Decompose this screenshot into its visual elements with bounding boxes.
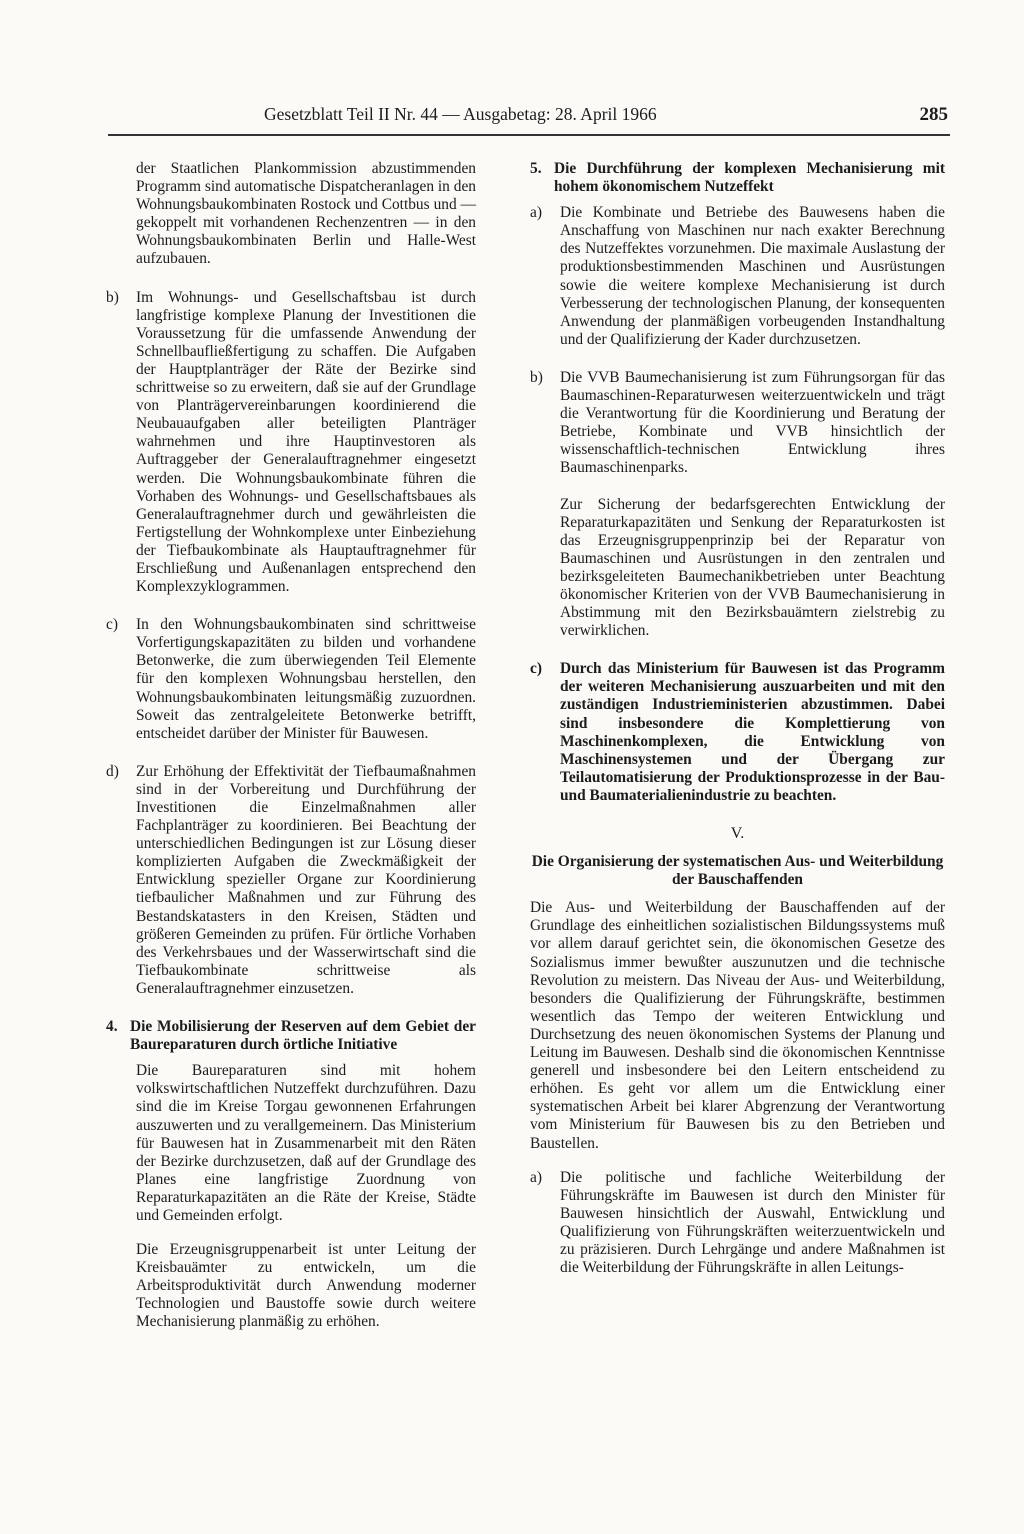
item-marker: b) [106, 288, 119, 306]
right-column [530, 160, 945, 1297]
left-column [106, 160, 476, 1348]
item-text-continued: Zur Sicherung der bedarfsgerechten Entwicklung der Reparaturkapazitäten und Senkung der Reparaturkosten ist das Erzeugnisgruppenprinzip bei der Reparatur von Baumaschinen und Ausrüstungen in den zentralen und bezirksgeleiteten Baumechanikbetrieben unter Beachtung ökonomischer Kriterien von der VVB Baumechanisierung in Abstimmung mit den Bezirksbauämtern zielstrebig zu verwirklichen. [560, 495, 945, 640]
section-5-heading [530, 160, 945, 196]
section-4-paragraph-1: Die Baureparaturen sind mit hohem volkswirtschaftlichen Nutzeffekt durchzuführen. Dazu sind die im Kreise Torgau gewonnenen Erfahrungen auszuwerten und zu verallgemeinern. Das Ministerium für Bauwesen hat in Zusammenarbeit mit den Räten der Bezirke durchzusetzen, daß auf der Grundlage des Planes eine langfristige Zuordnung von Reparaturkapazitäten an die Räte der Kreise, Städte und Gemeinden erfolgt. [136, 1062, 476, 1224]
section-4-heading [106, 1018, 476, 1054]
item-c [530, 660, 945, 805]
item-text: Im Wohnungs- und Gesellschaftsbau ist durch langfristige komplexe Planung der Investitionen die Voraussetzung für die umfassende Anwendung der Schnellbaufließfertigung zu schaffen. Die Aufgaben der Hauptplanträger der Räte der Bezirke sind schrittweise so zu erweitern, daß sie auf der Grundlage von Planträgervereinbarungen koordinierend die Neubauaufgaben aller beteiligten Planträger wahrnehmen und ihre Hauptinvestoren als Auftraggeber der Generalauftragnehmer eingesetzt werden. Die Wohnungsbaukombinate führen die Vorhaben des Wohnungs- und Gesellschaftsbaues als Generalauftragnehmer durch und gewährleisten die Fertigstellung der Wohnkomplexe unter Einbeziehung der Tiefbaukombinate als Hauptauftragnehmer für Erschließung und Außenanlagen entsprechend den Komplexzyklogrammen. [136, 288, 476, 596]
item-text: Die Kombinate und Betriebe des Bauwesens haben die Anschaffung von Maschinen nur nach exakter Berechnung des Nutzeffektes vorzunehmen. Die maximale Auslastung der produktionsbestimmenden Maschinen und Ausrüstungen sowie die weitere komplexe Mechanisierung ist durch Verbesserung der technologischen Planung, der konsequenten Anwendung der planmäßigen vorbeugenden Instandhaltung und der Qualifizierung der Kader durchzusetzen. [560, 204, 945, 348]
section-title: Die Durchführung der komplexen Mechanisierung mit hohem ökonomischem Nutzeffekt [554, 160, 945, 196]
chapter-paragraph: Die Aus- und Weiterbildung der Bauschaffenden auf der Grundlage des einheitlichen sozialistischen Bildungssystems muß vor allem darauf gerichtet sein, die ökonomischen Gesetze des Sozialismus immer bewußter auszunutzen und die technische Revolution zu meistern. Das Niveau der Aus- und Weiterbildung, besonders die Qualifizierung der Führungskräfte, bestimmen wesentlich das Tempo der weiteren Entwicklung und Durchsetzung des neuen ökonomischen Systems der Planung und Leitung im Bauwesen. Deshalb sind die ökonomischen Kenntnisse generell und insbesondere bei den Leitern entscheidend zu erhöhen. Es geht vor allem um die Entwicklung einer systematischen Arbeit bei klarer Abgrenzung der Verantwortung vom Ministerium für Bauwesen bis zu den Betrieben und Baustellen. [530, 899, 945, 1152]
item-marker: a) [530, 1168, 542, 1186]
page-header [108, 104, 950, 132]
item-c [106, 616, 476, 743]
section-4-paragraph-2: Die Erzeugnisgruppenarbeit ist unter Leitung der Kreisbauämter zu entwickeln, um die Arbeitsproduktivität durch Anwendung moderner Technologien und Baustoffe sowie durch weitere Mechanisierung planmäßig zu erhöhen. [136, 1241, 476, 1331]
section-number: 4. [106, 1018, 118, 1036]
item-a [530, 204, 945, 349]
chapter-number: V. [730, 825, 745, 842]
page-number: 285 [919, 104, 948, 125]
item-text: Die VVB Baumechanisierung ist zum Führungsorgan für das Baumaschinen-Reparaturwesen weiterzuentwickeln und trägt die Verantwortung für die Koordinierung und Beratung der Betriebe, Kombinate und VVB hinsichtlich der wissenschaftlich-technischen Entwicklung ihres Baumaschinenparks. [560, 368, 945, 477]
item-b [106, 289, 476, 597]
continuation-paragraph: der Staatlichen Plankommission abzustimmenden Programm sind automatische Dispatcheranlagen in den Wohnungsbaukombinaten Rostock und Cottbus und — gekoppelt mit vorhandenen Rechenzentren — in den Wohnungsbaukombinaten Berlin und Halle-West aufzubauen. [136, 160, 476, 268]
chapter-title: Die Organisierung der systematischen Aus- und Weiterbildung der Bauschaffenden [531, 853, 944, 889]
section-number: 5. [530, 160, 542, 177]
item-d [106, 763, 476, 998]
item-text: Zur Erhöhung der Effektivität der Tiefbaumaßnahmen sind in der Vorbereitung und Durchführung der Investitionen die Einzelmaßnahmen aller Fachplanträger zu koordinieren. Bei Beachtung der unterschiedlichen Bedingungen ist zur Lösung dieser komplizierten Aufgaben die Zweckmäßigkeit der Entwicklung spezieller Organe zur Koordinierung tiefbaulicher Maßnahmen und zur Führung des Bestandskatasters in den Kreisen, Städten und größeren Gemeinden zu prüfen. Für örtliche Vorhaben des Verkehrsbaues und der Wasserwirtschaft sind die Tiefbaukombinate schrittweise als Generalauftragnehmer einzusetzen. [136, 762, 476, 997]
item-marker: b) [530, 368, 543, 386]
item-marker: c) [530, 660, 542, 678]
running-head: Gesetzblatt Teil II Nr. 44 — Ausgabetag: 28. April 1966 [264, 104, 657, 124]
item-b [530, 369, 945, 640]
item-text: Die politische und fachliche Weiterbildung der Führungskräfte im Bauwesen ist durch den Minister für Bauwesen hinsichtlich der Auswahl, Entwicklung und Qualifizierung von Führungskräften weiterzuentwickeln und zu präzisieren. Durch Lehrgänge und andere Maßnahmen ist die Weiterbildung der Führungskräfte in allen Leitungs- [560, 1168, 945, 1277]
item-va [530, 1169, 945, 1278]
item-text: Durch das Ministerium für Bauwesen ist das Programm der weiteren Mechanisierung auszuarbeiten und mit den zuständigen Industrieministerien abzustimmen. Dabei sind insbesondere die Komplettierung von Maschinenkomplexen, die Entwicklung von Maschinensystemen und der Übergang zur Teilautomatisierung der Produktionsprozesse in der Bau- und Baumaterialienindustrie zu beachten. [560, 660, 945, 804]
item-marker: a) [530, 204, 542, 222]
header-rule [108, 134, 950, 136]
item-marker: c) [106, 616, 118, 634]
item-marker: d) [106, 762, 119, 780]
section-title: Die Mobilisierung der Reserven auf dem Gebiet der Baureparaturen durch örtliche Initiative [130, 1018, 476, 1054]
item-text: In den Wohnungsbaukombinaten sind schrittweise Vorfertigungskapazitäten zu bilden und vorhandene Betonwerke, die zum überwiegenden Teil Elemente für den komplexen Wohnungsbau herstellen, den Wohnungsbaukombinaten leitungsmäßig zuzuordnen. Soweit das zentralgeleitete Betonwerke betrifft, entscheidet darüber der Minister für Bauwesen. [136, 616, 476, 742]
